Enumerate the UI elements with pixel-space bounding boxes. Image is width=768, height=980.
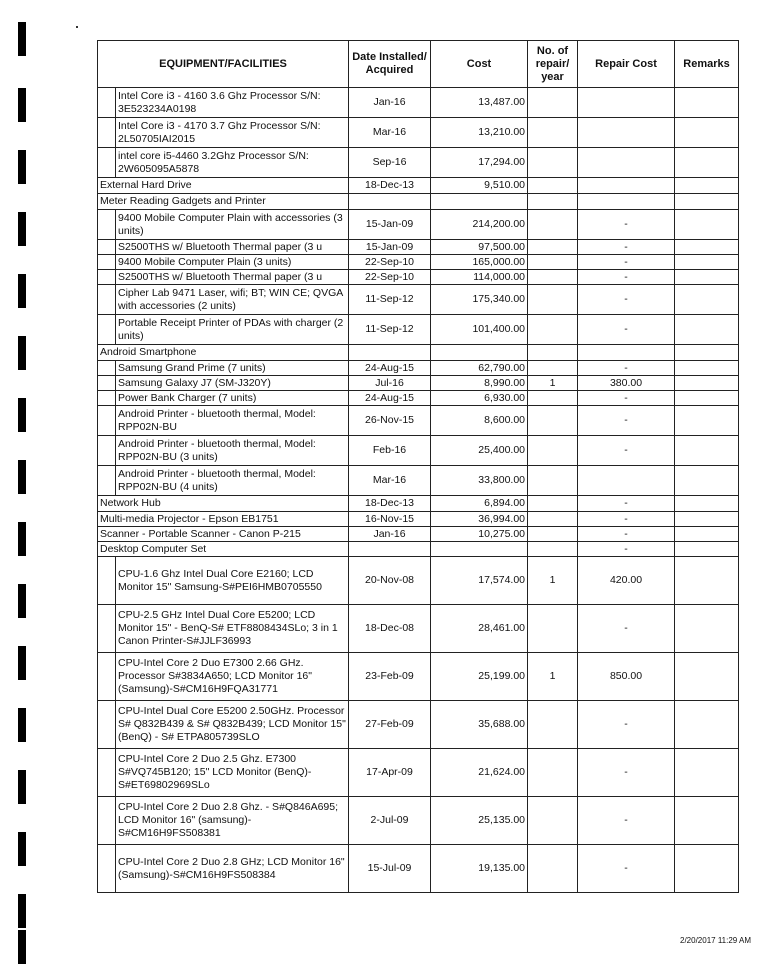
cell-cost: 28,461.00 <box>431 605 528 653</box>
cell-repair-cost <box>578 88 675 118</box>
cell-repair-cost: - <box>578 315 675 345</box>
cell-repair-cost: - <box>578 542 675 557</box>
cell-cost: 6,930.00 <box>431 391 528 406</box>
table-row <box>98 270 739 285</box>
cell-cost: 35,688.00 <box>431 701 528 749</box>
cell-cost: 214,200.00 <box>431 210 528 240</box>
indent-cell <box>98 466 116 496</box>
binder-mark <box>18 770 26 804</box>
cell-date: Sep-16 <box>349 148 431 178</box>
cell-repairs <box>528 797 578 845</box>
header-repairs: No. of repair/ year <box>528 41 578 88</box>
binder-mark <box>18 930 26 964</box>
cell-repairs <box>528 255 578 270</box>
cell-item: Network Hub <box>98 496 349 512</box>
cell-repair-cost: - <box>578 210 675 240</box>
indent-cell <box>98 118 116 148</box>
cell-repairs <box>528 194 578 210</box>
cell-remarks <box>675 542 739 557</box>
table-row <box>98 285 739 315</box>
cell-date <box>349 345 431 361</box>
cell-remarks <box>675 527 739 542</box>
cell-date: 11-Sep-12 <box>349 285 431 315</box>
cell-repairs: 1 <box>528 376 578 391</box>
cell-date: 11-Sep-12 <box>349 315 431 345</box>
cell-repairs: 1 <box>528 557 578 605</box>
cell-item: Portable Receipt Printer of PDAs with charger (2 units) <box>116 315 349 345</box>
cell-remarks <box>675 194 739 210</box>
cell-item: Android Printer - bluetooth thermal, Model: RPP02N-BU (4 units) <box>116 466 349 496</box>
header-cost: Cost <box>431 41 528 88</box>
cell-remarks <box>675 653 739 701</box>
cell-repairs <box>528 406 578 436</box>
cell-item: Android Smartphone <box>98 345 349 361</box>
cell-cost: 9,510.00 <box>431 178 528 194</box>
cell-item: Desktop Computer Set <box>98 542 349 557</box>
table-row <box>98 118 739 148</box>
indent-cell <box>98 391 116 406</box>
cell-repairs <box>528 749 578 797</box>
cell-date: 2-Jul-09 <box>349 797 431 845</box>
header-date: Date Installed/ Acquired <box>349 41 431 88</box>
cell-cost: 62,790.00 <box>431 361 528 376</box>
binder-mark <box>18 88 26 122</box>
cell-repairs <box>528 701 578 749</box>
cell-cost: 175,340.00 <box>431 285 528 315</box>
cell-repair-cost <box>578 148 675 178</box>
cell-cost: 8,600.00 <box>431 406 528 436</box>
header-row <box>98 41 739 88</box>
indent-cell <box>98 285 116 315</box>
header-repair-cost: Repair Cost <box>578 41 675 88</box>
table-row <box>98 797 739 845</box>
cell-repair-cost: - <box>578 270 675 285</box>
cell-repairs <box>528 88 578 118</box>
cell-repair-cost: - <box>578 240 675 255</box>
cell-cost: 33,800.00 <box>431 466 528 496</box>
cell-repair-cost: 420.00 <box>578 557 675 605</box>
cell-item: CPU-2.5 GHz Intel Dual Core E5200; LCD Monitor 15" - BenQ-S# ETF8808434SLo; 3 in 1 Canon Printer-S#JJLF36993 <box>116 605 349 653</box>
table-row <box>98 496 739 512</box>
cell-remarks <box>675 701 739 749</box>
cell-cost: 114,000.00 <box>431 270 528 285</box>
cell-cost: 13,210.00 <box>431 118 528 148</box>
cell-remarks <box>675 496 739 512</box>
cell-repairs <box>528 210 578 240</box>
indent-cell <box>98 749 116 797</box>
cell-cost: 97,500.00 <box>431 240 528 255</box>
table-row <box>98 436 739 466</box>
table-row <box>98 845 739 893</box>
table-row <box>98 315 739 345</box>
cell-date: 26-Nov-15 <box>349 406 431 436</box>
cell-cost: 21,624.00 <box>431 749 528 797</box>
cell-repairs <box>528 527 578 542</box>
table-row <box>98 749 739 797</box>
cell-repair-cost <box>578 178 675 194</box>
indent-cell <box>98 88 116 118</box>
indent-cell <box>98 148 116 178</box>
cell-date: 16-Nov-15 <box>349 512 431 527</box>
cell-date: Jul-16 <box>349 376 431 391</box>
cell-date: 15-Jul-09 <box>349 845 431 893</box>
cell-repairs <box>528 345 578 361</box>
table-row <box>98 512 739 527</box>
binder-mark <box>18 832 26 866</box>
cell-item: Intel Core i3 - 4170 3.7 Ghz Processor S/N: 2L50705IAI2015 <box>116 118 349 148</box>
cell-cost: 165,000.00 <box>431 255 528 270</box>
cell-repair-cost: 380.00 <box>578 376 675 391</box>
indent-cell <box>98 240 116 255</box>
cell-repair-cost: - <box>578 605 675 653</box>
cell-cost <box>431 194 528 210</box>
cell-remarks <box>675 88 739 118</box>
cell-cost: 36,994.00 <box>431 512 528 527</box>
print-timestamp: 2/20/2017 11:29 AM <box>680 936 752 945</box>
cell-cost <box>431 345 528 361</box>
cell-repairs <box>528 496 578 512</box>
cell-date: 18-Dec-08 <box>349 605 431 653</box>
cell-item: Scanner - Portable Scanner - Canon P-215 <box>98 527 349 542</box>
cell-remarks <box>675 749 739 797</box>
cell-item: External Hard Drive <box>98 178 349 194</box>
cell-cost: 17,294.00 <box>431 148 528 178</box>
cell-repairs: 1 <box>528 653 578 701</box>
cell-repairs <box>528 605 578 653</box>
cell-date: Mar-16 <box>349 466 431 496</box>
binder-mark <box>18 150 26 184</box>
cell-date <box>349 542 431 557</box>
cell-remarks <box>675 406 739 436</box>
cell-repairs <box>528 466 578 496</box>
table-row <box>98 701 739 749</box>
cell-date: 15-Jan-09 <box>349 240 431 255</box>
cell-remarks <box>675 797 739 845</box>
cell-date: 18-Dec-13 <box>349 178 431 194</box>
cell-cost: 25,135.00 <box>431 797 528 845</box>
binder-mark <box>18 212 26 246</box>
cell-date: 17-Apr-09 <box>349 749 431 797</box>
cell-item: CPU-Intel Core 2 Duo 2.5 Ghz. E7300 S#VQ745B120; 15" LCD Monitor (BenQ)-S#ET69802969SLo <box>116 749 349 797</box>
cell-repairs <box>528 178 578 194</box>
cell-item: CPU-Intel Core 2 Duo 2.8 Ghz. - S#Q846A695; LCD Monitor 16" (samsung)-S#CM16H9FS508381 <box>116 797 349 845</box>
cell-remarks <box>675 270 739 285</box>
cell-item: S2500THS w/ Bluetooth Thermal paper (3 u <box>116 240 349 255</box>
cell-remarks <box>675 255 739 270</box>
cell-repairs <box>528 391 578 406</box>
cell-item: Power Bank Charger (7 units) <box>116 391 349 406</box>
cell-repair-cost: - <box>578 701 675 749</box>
cell-date: 23-Feb-09 <box>349 653 431 701</box>
cell-date: 24-Aug-15 <box>349 391 431 406</box>
cell-repair-cost <box>578 345 675 361</box>
cell-item: Cipher Lab 9471 Laser, wifi; BT; WIN CE; QVGA with accessories (2 units) <box>116 285 349 315</box>
cell-repair-cost: 850.00 <box>578 653 675 701</box>
table-row <box>98 240 739 255</box>
indent-cell <box>98 255 116 270</box>
binder-mark <box>18 584 26 618</box>
cell-remarks <box>675 376 739 391</box>
cell-cost: 19,135.00 <box>431 845 528 893</box>
cell-remarks <box>675 148 739 178</box>
cell-repair-cost: - <box>578 527 675 542</box>
header-remarks: Remarks <box>675 41 739 88</box>
cell-cost: 10,275.00 <box>431 527 528 542</box>
cell-date: Jan-16 <box>349 88 431 118</box>
indent-cell <box>98 436 116 466</box>
table-row <box>98 178 739 194</box>
binder-mark <box>18 460 26 494</box>
cell-repair-cost: - <box>578 285 675 315</box>
table-row <box>98 88 739 118</box>
cell-item: CPU-Intel Core 2 Duo 2.8 GHz; LCD Monitor 16" (Samsung)-S#CM16H9FS508384 <box>116 845 349 893</box>
table-row <box>98 376 739 391</box>
indent-cell <box>98 557 116 605</box>
cell-repairs <box>528 845 578 893</box>
cell-repair-cost: - <box>578 436 675 466</box>
cell-date: Mar-16 <box>349 118 431 148</box>
table-row <box>98 255 739 270</box>
cell-item: Meter Reading Gadgets and Printer <box>98 194 349 210</box>
binder-mark <box>18 398 26 432</box>
cell-remarks <box>675 210 739 240</box>
indent-cell <box>98 701 116 749</box>
cell-cost <box>431 542 528 557</box>
binder-mark <box>18 22 26 56</box>
indent-cell <box>98 845 116 893</box>
cell-remarks <box>675 391 739 406</box>
cell-item: Android Printer - bluetooth thermal, Model: RPP02N-BU (3 units) <box>116 436 349 466</box>
cell-repair-cost: - <box>578 255 675 270</box>
cell-repair-cost: - <box>578 512 675 527</box>
table-row <box>98 361 739 376</box>
cell-item: Samsung Grand Prime (7 units) <box>116 361 349 376</box>
cell-cost: 25,400.00 <box>431 436 528 466</box>
cell-repairs <box>528 436 578 466</box>
cell-date: 24-Aug-15 <box>349 361 431 376</box>
cell-date: 22-Sep-10 <box>349 255 431 270</box>
table-row <box>98 466 739 496</box>
header-equipment: EQUIPMENT/FACILITIES <box>98 41 349 88</box>
cell-repair-cost: - <box>578 845 675 893</box>
cell-item: Multi-media Projector - Epson EB1751 <box>98 512 349 527</box>
table-row <box>98 527 739 542</box>
cell-cost: 17,574.00 <box>431 557 528 605</box>
cell-remarks <box>675 436 739 466</box>
binder-mark <box>18 894 26 928</box>
cell-remarks <box>675 845 739 893</box>
cell-cost: 13,487.00 <box>431 88 528 118</box>
binder-mark <box>18 646 26 680</box>
cell-item: 9400 Mobile Computer Plain (3 units) <box>116 255 349 270</box>
indent-cell <box>98 270 116 285</box>
cell-cost: 25,199.00 <box>431 653 528 701</box>
cell-repairs <box>528 542 578 557</box>
cell-repair-cost <box>578 466 675 496</box>
cell-repairs <box>528 315 578 345</box>
indent-cell <box>98 406 116 436</box>
cell-date: 18-Dec-13 <box>349 496 431 512</box>
cell-item: CPU-1.6 Ghz Intel Dual Core E2160; LCD Monitor 15" Samsung-S#PEI6HMB0705550 <box>116 557 349 605</box>
cell-repairs <box>528 118 578 148</box>
cell-date: Feb-16 <box>349 436 431 466</box>
cell-cost: 8,990.00 <box>431 376 528 391</box>
cell-repairs <box>528 270 578 285</box>
indent-cell <box>98 605 116 653</box>
cell-item: CPU-Intel Core 2 Duo E7300 2.66 GHz. Processor S#3834A650; LCD Monitor 16" (Samsung)-S#CM16H9FQA31771 <box>116 653 349 701</box>
binder-mark <box>18 336 26 370</box>
cell-item: Android Printer - bluetooth thermal, Model: RPP02N-BU <box>116 406 349 436</box>
table-row <box>98 194 739 210</box>
table-row <box>98 406 739 436</box>
cell-item: S2500THS w/ Bluetooth Thermal paper (3 u <box>116 270 349 285</box>
table-row <box>98 148 739 178</box>
cell-item: CPU-Intel Dual Core E5200 2.50GHz. Processor S# Q832B439 & S# Q832B439; LCD Monitor 15" (BenQ) - S# ETPA805739SLO <box>116 701 349 749</box>
cell-repair-cost: - <box>578 496 675 512</box>
cell-date: 15-Jan-09 <box>349 210 431 240</box>
cell-remarks <box>675 466 739 496</box>
cell-cost: 101,400.00 <box>431 315 528 345</box>
cell-remarks <box>675 512 739 527</box>
cell-remarks <box>675 240 739 255</box>
cell-remarks <box>675 315 739 345</box>
speck <box>76 26 78 28</box>
indent-cell <box>98 797 116 845</box>
cell-item: Intel Core i3 - 4160 3.6 Ghz Processor S/N: 3E523234A0198 <box>116 88 349 118</box>
binder-mark <box>18 522 26 556</box>
indent-cell <box>98 210 116 240</box>
cell-repair-cost: - <box>578 361 675 376</box>
cell-repairs <box>528 148 578 178</box>
cell-remarks <box>675 345 739 361</box>
cell-repair-cost <box>578 118 675 148</box>
cell-item: 9400 Mobile Computer Plain with accessories (3 units) <box>116 210 349 240</box>
cell-repair-cost: - <box>578 749 675 797</box>
table-row <box>98 653 739 701</box>
cell-repair-cost: - <box>578 391 675 406</box>
indent-cell <box>98 315 116 345</box>
table-row <box>98 391 739 406</box>
table-row <box>98 605 739 653</box>
cell-date: 20-Nov-08 <box>349 557 431 605</box>
cell-repairs <box>528 240 578 255</box>
cell-repairs <box>528 512 578 527</box>
table-row <box>98 210 739 240</box>
cell-date: 22-Sep-10 <box>349 270 431 285</box>
equipment-table <box>97 40 739 893</box>
cell-date: 27-Feb-09 <box>349 701 431 749</box>
cell-repairs <box>528 361 578 376</box>
cell-date <box>349 194 431 210</box>
cell-remarks <box>675 285 739 315</box>
cell-remarks <box>675 557 739 605</box>
table-row <box>98 542 739 557</box>
cell-cost: 6,894.00 <box>431 496 528 512</box>
indent-cell <box>98 376 116 391</box>
cell-date: Jan-16 <box>349 527 431 542</box>
cell-remarks <box>675 361 739 376</box>
binder-mark <box>18 708 26 742</box>
cell-remarks <box>675 178 739 194</box>
cell-repairs <box>528 285 578 315</box>
binder-mark <box>18 274 26 308</box>
cell-remarks <box>675 118 739 148</box>
indent-cell <box>98 653 116 701</box>
cell-remarks <box>675 605 739 653</box>
cell-repair-cost: - <box>578 406 675 436</box>
cell-item: Samsung Galaxy J7 (SM-J320Y) <box>116 376 349 391</box>
indent-cell <box>98 361 116 376</box>
cell-repair-cost: - <box>578 797 675 845</box>
cell-item: intel core i5-4460 3.2Ghz Processor S/N: 2W605095A5878 <box>116 148 349 178</box>
table-row <box>98 557 739 605</box>
cell-repair-cost <box>578 194 675 210</box>
table-row <box>98 345 739 361</box>
